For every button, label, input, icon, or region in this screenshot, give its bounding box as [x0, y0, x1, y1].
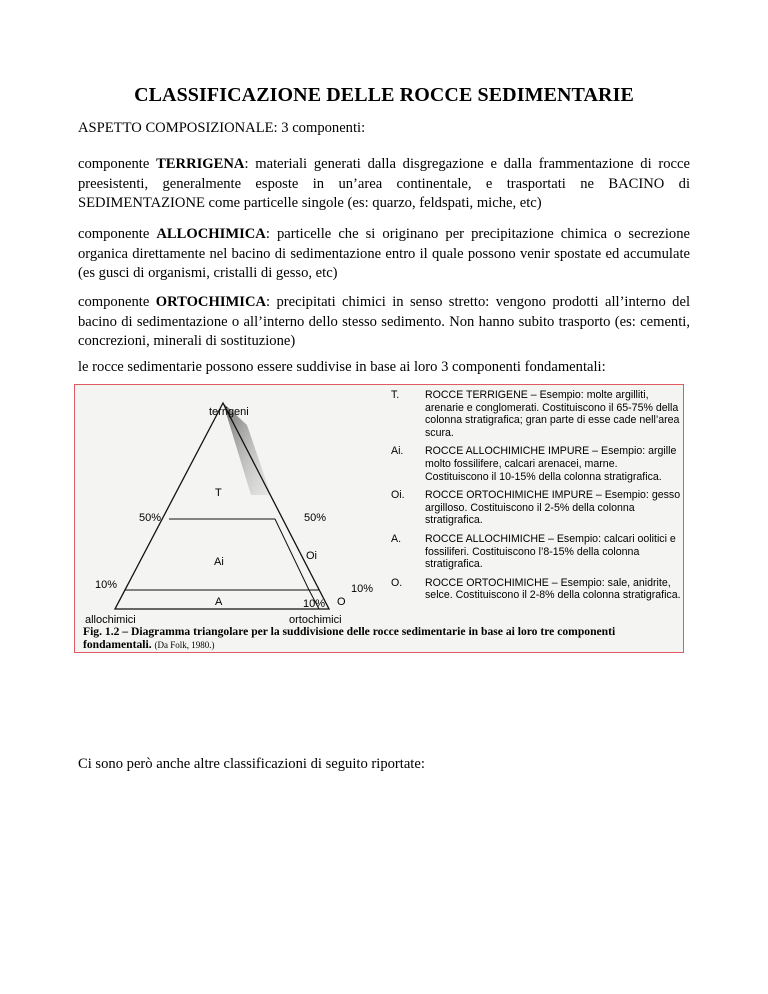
component-name: TERRIGENA	[156, 156, 245, 172]
field-label-t: T	[215, 487, 222, 499]
pct-label-50-left: 50%	[139, 512, 162, 524]
legend-item	[391, 445, 681, 483]
field-label-ai: Ai	[214, 556, 224, 568]
pct-label-10-left: 10%	[95, 579, 118, 591]
legend-text: ROCCE ALLOCHIMICHE – Esempio: calcari oolitici e fossiliferi. Costituiscono l’8-15% della colonna stratigrafica.	[425, 532, 676, 571]
ternary-diagram	[75, 385, 385, 625]
component-text: : precipitati chimici in senso stretto: vengono prodotti all’interno del bacino di sedimentazione o all’interno dello stesso sedimento. Non hanno subito trasporto (es: cementi, concrezioni, minerali di sostituzione)	[78, 294, 690, 349]
figure-legend	[391, 389, 681, 608]
component-name: ORTOCHIMICA	[155, 294, 267, 310]
vertex-label-ortochimici: ortochimici	[289, 614, 342, 625]
legend-text: ROCCE ORTOCHIMICHE IMPURE – Esempio: gesso argilloso. Costituiscono il 2-5% della colonna stratigrafica.	[425, 489, 681, 527]
pct-label-10-bottom: 10%	[303, 598, 326, 610]
component-name: ALLOCHIMICA	[156, 226, 266, 242]
caption-label: Fig. 1.2 – Diagramma triangolare per la suddivisione delle rocce sedimentarie in base ai loro tre componenti fondamentali.	[83, 625, 616, 651]
legend-item	[391, 489, 681, 527]
legend-text: ROCCE ORTOCHIMICHE – Esempio: sale, anidrite, selce. Costituiscono il 2-8% della colonna stratigrafica.	[425, 576, 681, 602]
vertex-label-allochimici: allochimici	[85, 614, 136, 625]
field-label-oi: Oi	[306, 550, 317, 562]
legend-code: T.	[391, 389, 400, 401]
component-text: : particelle che si originano per precipitazione chimica o secrezione organica direttamente nel bacino di sedimentazione entro il quale possono venir spostate ed accumulate (es gusci di organismi, cristalli di gesso, etc)	[78, 226, 690, 281]
page-title: CLASSIFICAZIONE DELLE ROCCE SEDIMENTARIE	[134, 84, 634, 106]
line-divider-upper	[275, 519, 309, 590]
legend-item	[391, 577, 681, 602]
legend-code: A.	[391, 532, 402, 545]
legend-item	[391, 389, 681, 439]
component-terrigena	[78, 155, 690, 214]
triangle-outline	[115, 403, 329, 609]
pct-label-50-right: 50%	[304, 512, 327, 524]
vertex-label-terrigeni: terrigeni	[209, 406, 249, 418]
legend-text: ROCCE ALLOCHIMICHE IMPURE – Esempio: argille molto fossilifere, calcari arenacei, marne. Costituiscono il 10-15% della colonna stratigrafica.	[425, 445, 677, 483]
legend-text: ROCCE TERRIGENE – Esempio: molte argilliti, arenarie e conglomerati. Costituiscono il 65-75% della colonna stratigrafica; gran parte di esse cade nell’area scura.	[425, 389, 680, 439]
component-prefix: componente	[78, 226, 157, 242]
legend-item	[391, 533, 681, 571]
field-label-a: A	[215, 596, 223, 608]
intro-paragraph: ASPETTO COMPOSIZIONALE: 3 componenti:	[78, 120, 366, 136]
component-ortochimica	[78, 293, 690, 352]
field-label-o: O	[337, 596, 346, 608]
pct-label-10-right: 10%	[351, 583, 374, 595]
legend-code: Oi.	[391, 489, 405, 502]
caption-source: (Da Folk, 1980.)	[154, 640, 215, 650]
legend-code: O.	[391, 576, 403, 589]
legend-code: Ai.	[391, 445, 404, 458]
component-prefix: componente	[78, 156, 157, 172]
figure-scan	[74, 384, 684, 653]
closing-paragraph: Ci sono però anche altre classificazioni di seguito riportate:	[78, 756, 425, 772]
component-allochimica	[78, 225, 690, 284]
component-prefix: componente	[78, 294, 156, 310]
lead-in-paragraph: le rocce sedimentarie possono essere suddivise in base ai loro 3 componenti fondamentali:	[78, 359, 606, 375]
component-text: : materiali generati dalla disgregazione e dalla frammentazione di rocce preesistenti, generalmente esposte in un’area continentale, e trasportati ne BACINO di SEDIMENTAZIONE come particelle singole (es: quarzo, feldspati, miche, etc)	[78, 156, 690, 211]
figure-caption	[83, 625, 679, 652]
